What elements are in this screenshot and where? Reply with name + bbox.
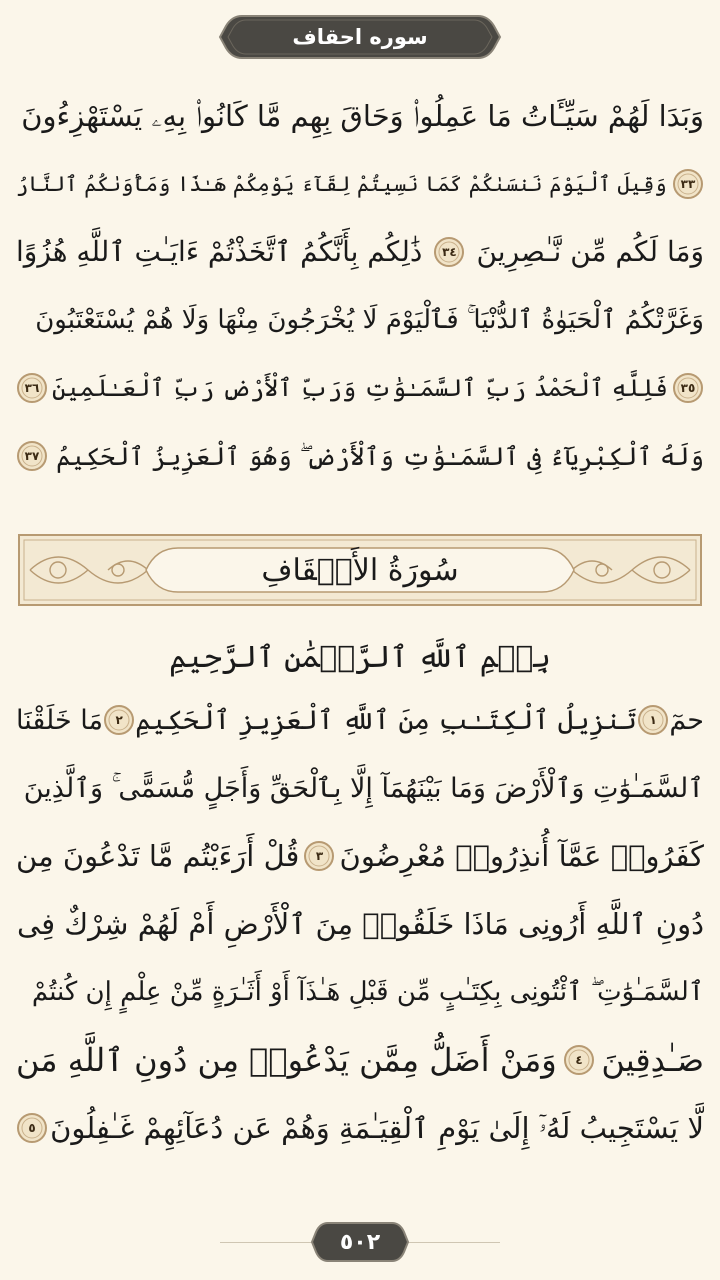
verse-text: وَلَهُ ٱلْكِبْرِيَآءُ فِى ٱلسَّمَـٰوَٰتِ وَٱلْأَرْضِ ۖ وَهُوَ ٱلْعَزِيزُ ٱلْحَكِيمُ bbox=[56, 441, 704, 471]
verse-line bbox=[16, 890, 704, 958]
ayah-number: ٣ bbox=[315, 849, 324, 863]
verse-text: قُلْ أَرَءَيْتُم مَّا تَدْعُونَ مِن bbox=[16, 838, 300, 873]
ayah-number: ٣٥ bbox=[680, 381, 696, 395]
ayah-number-marker bbox=[672, 372, 704, 404]
ayah-number: ٣٦ bbox=[24, 381, 40, 395]
footer-rule-left bbox=[220, 1242, 312, 1243]
surah-name-pill[interactable] bbox=[218, 14, 502, 60]
ayah-number: ١ bbox=[649, 713, 657, 727]
verse-text: مَا خَلَقْنَا bbox=[16, 704, 103, 736]
verse-text: تَنزِيلُ ٱلْكِتَـٰبِ مِنَ ٱللَّهِ ٱلْعَزِيزِ ٱلْحَكِيمِ bbox=[135, 704, 637, 736]
verse-text: حمٓ bbox=[669, 704, 704, 736]
verse-line bbox=[16, 82, 704, 150]
verse-text: وَمَنْ أَضَلُّ مِمَّن يَدْعُوا۟ مِن دُونِ ٱللَّهِ مَن bbox=[16, 1041, 557, 1079]
verse-text: دُونِ ٱللَّهِ أَرُونِى مَاذَا خَلَقُوا۟ مِنَ ٱلْأَرْضِ أَمْ لَهُمْ شِرْكٌ فِى bbox=[17, 906, 704, 941]
verse-text: كَفَرُوا۟ عَمَّآ أُنذِرُوا۟ مُعْرِضُونَ bbox=[339, 838, 704, 873]
ayah-number: ٣٤ bbox=[442, 245, 457, 259]
ayah-number-marker bbox=[16, 440, 48, 472]
ayah-number-marker bbox=[672, 168, 704, 200]
verse-line bbox=[16, 1094, 704, 1162]
ayah-number: ٣٧ bbox=[24, 449, 40, 463]
verse-line bbox=[16, 150, 704, 218]
verse-text: لَّا يَسْتَجِيبُ لَهُۥٓ إِلَىٰ يَوْمِ ٱلْقِيَـٰمَةِ وَهُمْ عَن دُعَآئِهِمْ غَـٰفِلُونَ bbox=[50, 1110, 704, 1145]
ayah-number-marker bbox=[103, 704, 135, 736]
ayah-number: ٣٣ bbox=[680, 177, 696, 191]
verse-line bbox=[16, 1026, 704, 1094]
ayah-number: ٤ bbox=[575, 1053, 583, 1067]
verse-line bbox=[16, 354, 704, 422]
basmala: بِسۡمِ ٱللَّهِ ٱلرَّحۡمَٰنِ ٱلرَّحِيمِ bbox=[169, 639, 551, 675]
verses-block-1 bbox=[16, 82, 704, 490]
ayah-number-marker bbox=[563, 1044, 595, 1076]
surah-banner bbox=[18, 534, 702, 606]
verse-text: وَمَا لَكُم مِّن نَّـٰصِرِينَ bbox=[476, 235, 704, 268]
page-number: ٥٠٢ bbox=[339, 1229, 381, 1255]
ayah-number: ٥ bbox=[28, 1121, 36, 1135]
footer-rule-right bbox=[408, 1242, 500, 1243]
verse-text: وَقِيلَ ٱلْيَوْمَ نَنسَىٰكُمْ كَمَا نَسِيتُمْ لِقَآءَ يَوْمِكُمْ هَـٰذَا وَمَأْوَىٰكُمُ ٱلنَّارُ bbox=[16, 171, 667, 196]
verse-line bbox=[16, 422, 704, 490]
verse-line bbox=[16, 822, 704, 890]
verse-text: ٱلسَّمَـٰوَٰتِ وَٱلْأَرْضَ وَمَا بَيْنَهُمَآ إِلَّا بِٱلْحَقِّ وَأَجَلٍ مُّسَمًّى ۚ وَٱلَّذِينَ bbox=[23, 772, 704, 804]
ayah-number-marker bbox=[16, 1112, 48, 1144]
ayah-number: ٢ bbox=[115, 713, 123, 727]
surah-banner-title: سُورَةُ الأَحۡقَافِ bbox=[261, 552, 459, 588]
ayah-number-marker bbox=[637, 704, 669, 736]
verse-text: وَبَدَا لَهُمْ سَيِّـَٔاتُ مَا عَمِلُوا۟ وَحَاقَ بِهِم مَّا كَانُوا۟ بِهِۦ يَسْتَهْزِءُونَ bbox=[21, 98, 704, 133]
verse-text: صَـٰدِقِينَ bbox=[601, 1041, 704, 1079]
verse-text: ٱلسَّمَـٰوَٰتِ ۖ ٱئْتُونِى بِكِتَـٰبٍ مِّن قَبْلِ هَـٰذَآ أَوْ أَثَـٰرَةٍ مِّنْ عِلْمٍ إِن كُنتُمْ bbox=[31, 977, 704, 1007]
ayah-number-marker bbox=[303, 840, 335, 872]
verse-line bbox=[16, 286, 704, 354]
verse-line bbox=[16, 218, 704, 286]
verse-text: وَغَرَّتْكُمُ ٱلْحَيَوٰةُ ٱلدُّنْيَا ۚ فَٱلْيَوْمَ لَا يُخْرَجُونَ مِنْهَا وَلَا هُمْ يُسْتَعْتَبُونَ bbox=[35, 305, 704, 335]
ayah-number-marker bbox=[16, 372, 48, 404]
verse-text: فَلِلَّهِ ٱلْحَمْدُ رَبِّ ٱلسَّمَـٰوَٰتِ وَرَبِّ ٱلْأَرْضِ رَبِّ ٱلْعَـٰلَمِينَ bbox=[52, 374, 668, 402]
ayah-number-marker bbox=[433, 236, 465, 268]
verse-line bbox=[16, 958, 704, 1026]
page-number-badge bbox=[310, 1220, 410, 1264]
verse-line bbox=[16, 754, 704, 822]
surah-name-label: سوره احقاف bbox=[292, 25, 428, 49]
verse-text: ذَٰلِكُم بِأَنَّكُمُ ٱتَّخَذْتُمْ ءَايَـٰتِ ٱللَّهِ هُزُوًا bbox=[16, 235, 423, 268]
verses-block-2 bbox=[16, 686, 704, 1162]
verse-line bbox=[16, 686, 704, 754]
